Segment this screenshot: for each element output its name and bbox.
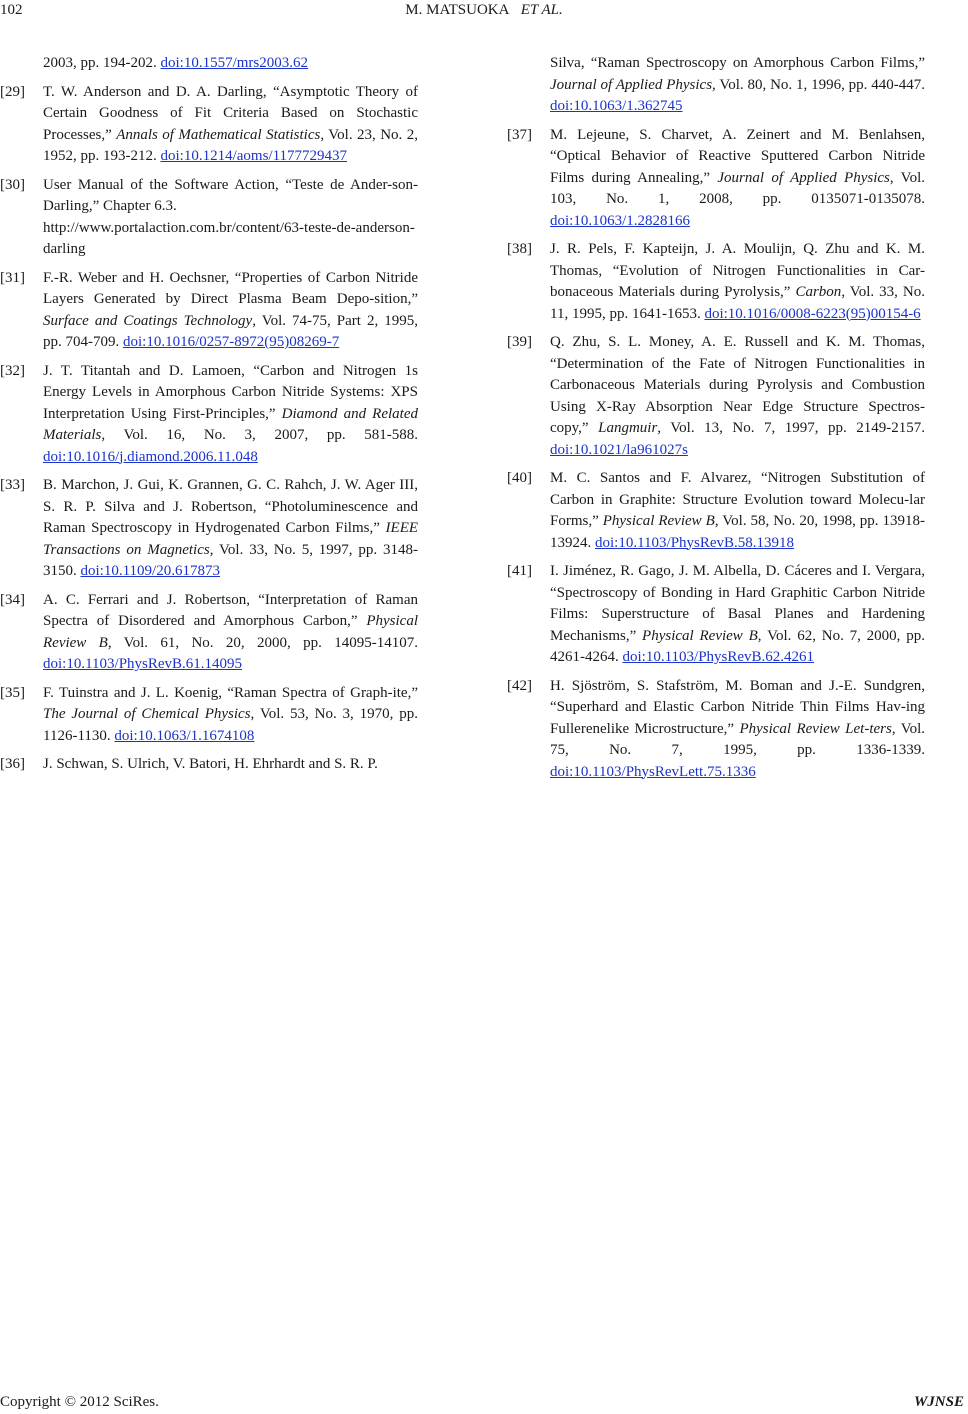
reference-text: User Manual of the Software Action, “Teste de Ander-son-Darling,” Chapter 6.3. [43, 176, 418, 214]
reference-item [0, 475, 418, 583]
reference-details: , Vol. 80, No. 1, 1996, pp. 440-447. [712, 76, 925, 93]
copyright-notice: Copyright © 2012 SciRes. [0, 1394, 159, 1410]
journal-title: Physical Review B [43, 613, 418, 651]
reference-number: [42] [507, 677, 532, 694]
reference-details: , Vol. 103, No. 1, 2008, pp. 0135071-0135078. [550, 169, 925, 207]
reference-number: [40] [507, 470, 532, 486]
reference-number: [31] [0, 269, 25, 286]
doi-link[interactable]: doi:10.1016/0008-6223(95)00154-6 [704, 305, 921, 322]
running-header [0, 2, 968, 19]
reference-number: [35] [0, 684, 25, 701]
reference-item [507, 468, 925, 554]
reference-text: H. Sjöström, S. Stafström, M. Boman and J.-E. Sundgren, “Superhard and Elastic Carbon Nitride Thin Films Hav-ing Fullerenelike Microstructure,” [550, 677, 925, 737]
reference-number: [39] [507, 334, 532, 350]
doi-link[interactable]: doi:10.1021/la961027s [550, 441, 688, 458]
reference-item [507, 239, 925, 325]
reference-item [0, 683, 418, 748]
reference-text: I. Jiménez, R. Gago, J. M. Albella, D. Cáceres and I. Vergara, “Spectroscopy of Bonding in Hard Graphitic Carbon Nitride Films: Superstructure of Basal Planes and Hardening Mechanisms,” [550, 563, 925, 644]
journal-title: Carbon [795, 284, 842, 300]
reference-item [0, 82, 418, 168]
reference-text: B. Marchon, J. Gui, K. Grannen, G. C. Rahch, J. W. Ager III, S. R. P. Silva and J. Robertson, “Photoluminescence and Raman Spectroscopy in Hydrogenated Carbon Films,” [43, 477, 418, 536]
reference-details: , Vol. 53, No. 3, 1970, pp. 1126-1130. [43, 706, 418, 744]
reference-column-left [0, 53, 418, 783]
reference-list [0, 82, 418, 776]
reference-item [0, 175, 418, 261]
doi-link[interactable]: doi:10.1109/20.617873 [80, 563, 220, 579]
doi-link[interactable]: doi:10.1103/PhysRevB.61.14095 [43, 656, 243, 672]
reference-continuation [0, 53, 418, 75]
reference-text: Silva, “Raman Spectroscopy on Amorphous Carbon Films,” [550, 55, 925, 71]
doi-link[interactable]: doi:10.1016/0257-8972(95)08269-7 [123, 334, 340, 350]
reference-details: , Vol. 33, No. 5, 1997, pp. 3148-3150. [43, 541, 418, 579]
reference-number: [29] [0, 83, 25, 100]
reference-number: [38] [507, 241, 532, 257]
journal-title: Physical Review B [602, 513, 715, 529]
reference-details: , Vol. 23, No. 2, 1952, pp. 193-212. [43, 126, 418, 164]
journal-title: Surface and Coatings Technology [43, 312, 253, 329]
doi-link[interactable]: doi:10.1557/mrs2003.62 [160, 55, 309, 71]
doi-link[interactable]: doi:10.1016/j.diamond.2006.11.048 [43, 448, 258, 465]
reference-text: F. Tuinstra and J. L. Koenig, “Raman Spectra of Graph-ite,” [43, 684, 418, 701]
reference-column-right [507, 53, 925, 790]
reference-item [0, 361, 418, 469]
reference-item [507, 332, 925, 461]
reference-number: [34] [0, 591, 25, 608]
journal-title: Journal of Applied Physics [550, 76, 713, 93]
reference-details: , Vol. 58, No. 20, 1998, pp. 13918-13924. [550, 513, 926, 551]
journal-title: Annals of Mathematical Statistics [116, 126, 321, 143]
reference-url[interactable]: http://www.portalaction.com.br/content/63-teste-de-anderson-darling [43, 219, 415, 257]
reference-text: A. C. Ferrari and J. Robertson, “Interpretation of Raman Spectra of Disordered and Amorphous Carbon,” [43, 591, 418, 629]
doi-link[interactable]: doi:10.1103/PhysRevB.62.4261 [622, 649, 815, 665]
reference-number: [36] [0, 756, 25, 772]
doi-link[interactable]: doi:10.1063/1.362745 [550, 98, 683, 114]
reference-number: [41] [507, 563, 532, 579]
doi-link[interactable]: doi:10.1103/PhysRevLett.75.1336 [550, 763, 756, 780]
doi-link[interactable]: doi:10.1103/PhysRevB.58.13918 [595, 534, 795, 551]
reference-item [0, 590, 418, 676]
journal-abbreviation: WJNSE [913, 1394, 964, 1410]
reference-text: J. T. Titantah and D. Lamoen, “Carbon and Nitrogen 1s Energy Levels in Amorphous Carbon Nitride Systems: XPS Interpretation Using First-Principles,” [43, 362, 418, 422]
doi-link[interactable]: doi:10.1063/1.2828166 [550, 212, 691, 229]
reference-details: , Vol. 74-75, Part 2, 1995, pp. 704-709. [43, 312, 419, 350]
running-header-et-al: ET AL. [520, 2, 563, 18]
reference-text: F.-R. Weber and H. Oechsner, “Properties of Carbon Nitride Layers Generated by Direct Plasma Beam Depo-sition,” [43, 269, 418, 307]
reference-details: , Vol. 61, No. 20, 2000, pp. 14095-14107. [107, 634, 418, 651]
doi-link[interactable]: doi:10.1063/1.1674108 [114, 727, 255, 744]
reference-text: 2003, pp. 194-202. [43, 55, 157, 71]
journal-title: Physical Review B [642, 627, 758, 644]
reference-text: Q. Zhu, S. L. Money, A. E. Russell and K. M. Thomas, “Determination of the Fate of Nitrogen Functionalities in Carbonaceous Materials during Pyrolysis and Combustion Using X-Ray Absorption Near Edge Structure Spectros-copy,” [550, 334, 925, 436]
running-header-authors: M. MATSUOKA [405, 2, 510, 18]
reference-number: [30] [0, 176, 25, 193]
reference-number: [37] [507, 126, 532, 143]
reference-item [507, 125, 925, 233]
journal-title: Diamond and Related Materials [43, 405, 418, 443]
page-number: 102 [0, 2, 23, 18]
reference-details: , Vol. 33, No. 11, 1995, pp. 1641-1653. [550, 284, 926, 322]
reference-item [0, 268, 418, 354]
journal-title: Journal of Applied Physics [717, 169, 890, 186]
reference-text: M. C. Santos and F. Alvarez, “Nitrogen Substitution of Carbon in Graphite: Structure Evolution toward Molecu-lar Forms,” [550, 470, 925, 529]
reference-text: J. Schwan, S. Ulrich, V. Batori, H. Ehrhardt and S. R. P. [43, 756, 378, 772]
journal-title: The Journal of Chemical Physics [43, 706, 251, 722]
reference-details: , Vol. 62, No. 7, 2000, pp. 4261-4264. [550, 627, 925, 665]
reference-item [507, 561, 925, 669]
journal-title: IEEE Transactions on Magnetics [43, 520, 419, 558]
doi-link[interactable]: doi:10.1214/aoms/1177729437 [160, 148, 348, 164]
reference-details: , Vol. 13, No. 7, 1997, pp. 2149-2157. [657, 420, 926, 436]
reference-number: [32] [0, 362, 25, 379]
reference-details: , Vol. 75, No. 7, 1995, pp. 1336-1339. [550, 720, 926, 758]
reference-text: T. W. Anderson and D. A. Darling, “Asymptotic Theory of Certain Goodness of Fit Criteria Based on Stochastic Processes,” [43, 83, 418, 143]
reference-continuation [507, 53, 925, 118]
reference-details: , Vol. 16, No. 3, 2007, pp. 581-588. [101, 427, 418, 443]
journal-title: Physical Review Let-ters [739, 720, 892, 737]
reference-item [0, 754, 418, 776]
reference-number: [33] [0, 477, 25, 493]
reference-text: M. Lejeune, S. Charvet, A. Zeinert and M. Benlahsen, “Optical Behavior of Reactive Sputtered Carbon Nitride Films during Annealing,” [550, 126, 925, 186]
reference-list [507, 125, 925, 784]
reference-item [507, 676, 925, 784]
reference-text: J. R. Pels, F. Kapteijn, J. A. Moulijn, Q. Zhu and K. M. Thomas, “Evolution of Nitrogen Functionalities in Car-bonaceous Materials during Pyrolysis,” [550, 241, 925, 300]
journal-title: Langmuir [598, 420, 658, 436]
